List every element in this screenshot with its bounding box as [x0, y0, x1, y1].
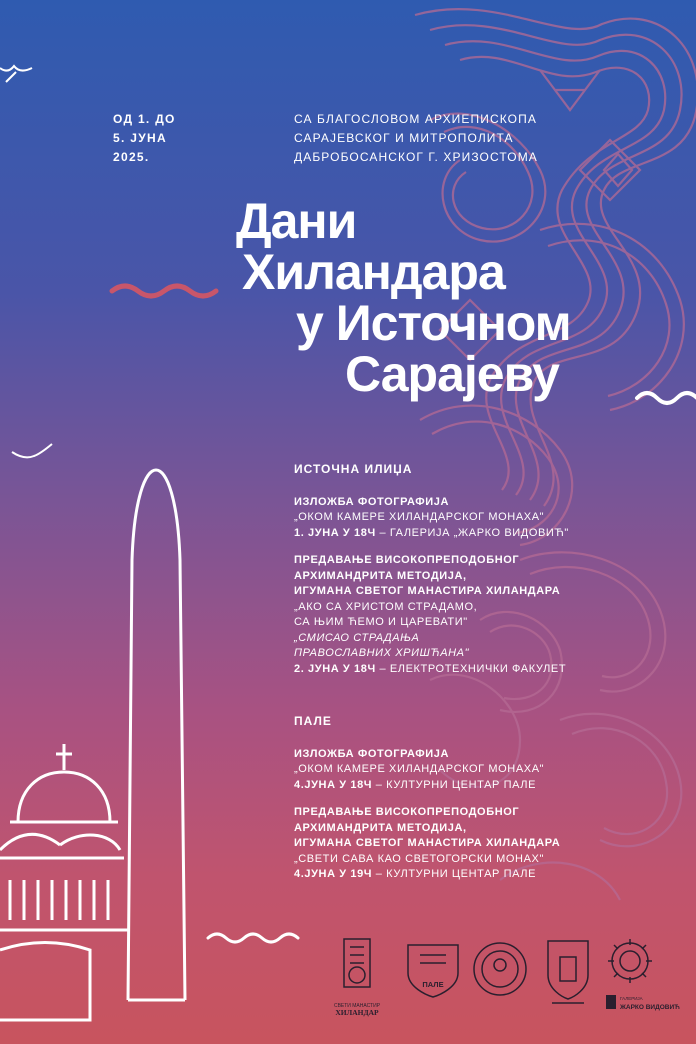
title-line: Хиландара: [242, 244, 505, 300]
logo-hilandar: ХИЛАНДАР: [335, 1008, 379, 1017]
event-subtitle: СА ЊИМ ЋЕМО И ЦАРЕВАТИ": [294, 616, 468, 628]
logo-hilandar-small: СВЕТИ МАНАСТИР: [333, 1003, 381, 1009]
event-date: 1. ЈУНА У 18Ч: [294, 526, 376, 539]
page-title: [236, 193, 571, 402]
wave-icon: [112, 286, 216, 296]
section-pale: [294, 714, 684, 883]
event-date: 4.ЈУНА У 19Ч: [294, 868, 373, 880]
event-subtitle: „ОКОМ КАМЕРЕ ХИЛАНДАРСКОГ МОНАХА": [294, 511, 545, 523]
event-time: [294, 778, 684, 794]
event-subtitle: „АКО СА ХРИСТОМ СТРАДАМО,: [294, 600, 478, 613]
event-title: АРХИМАНДРИТА МЕТОДИЈА,: [294, 821, 467, 834]
logo-zarko-small: ГАЛЕРИЈА: [620, 996, 643, 1001]
event-title: ИЗЛОЖБА ФОТОГРАФИЈА: [294, 747, 450, 760]
church-dome-icon: [0, 744, 130, 1020]
event-title: ИЗЛОЖБА ФОТОГРАФИЈА: [294, 495, 450, 508]
logo-zarko: ЖАРКО ВИДОВИЋ: [620, 1004, 680, 1011]
section-istocna-ilidza: [294, 462, 684, 677]
event-subtitle: „ОКОМ КАМЕРЕ ХИЛАНДАРСКОГ МОНАХА": [294, 763, 545, 775]
event-subtitle: ПРАВОСЛАВНИХ ХРИШЋАНА": [294, 647, 470, 659]
date-line: ОД 1. ДО: [113, 112, 176, 126]
date-line: 2025.: [113, 150, 150, 164]
event-title: ПРЕДАВАЊЕ ВИСОКОПРЕПОДОБНОГ: [294, 554, 520, 566]
event-venue: – ГАЛЕРИЈА „ЖАРКО ВИДОВИЋ": [375, 526, 569, 539]
event-venue: – ЕЛЕКТРОТЕХНИЧКИ ФАКУЛЕТ: [375, 662, 567, 675]
event-date: 4.ЈУНА У 18Ч: [294, 778, 373, 791]
event-title: ИГУМАНА СВЕТОГ МАНАСТИРА ХИЛАНДАРА: [294, 585, 561, 597]
event-lecture: [294, 805, 684, 883]
event-venue: – КУЛТУРНИ ЦЕНТАР ПАЛЕ: [372, 868, 537, 880]
event-time: [294, 526, 684, 542]
section-heading: ИСТОЧНА ИЛИЏА: [294, 462, 413, 476]
obelisk-icon: [128, 470, 185, 1000]
event-subtitle: „СВЕТИ САВА КАО СВЕТОГОРСКИ МОНАХ": [294, 852, 544, 865]
blessing-text: [294, 110, 538, 167]
title-line: у Источном: [296, 295, 571, 351]
sponsor-logos: [330, 937, 690, 1022]
title-line: Дани: [236, 193, 357, 249]
event-time: [294, 662, 684, 678]
event-lecture: [294, 553, 684, 677]
event-title: ПРЕДАВАЊЕ ВИСОКОПРЕПОДОБНОГ: [294, 806, 520, 818]
bird-icon: [0, 66, 32, 71]
logo-pale: ПАЛЕ: [422, 980, 444, 989]
event-time: [294, 867, 684, 883]
blessing-line: СА БЛАГОСЛОВОМ АРХИЕПИСКОПА: [294, 112, 537, 126]
title-line: Сарајеву: [345, 346, 559, 402]
crest-icon: [344, 939, 370, 987]
section-heading: ПАЛЕ: [294, 714, 332, 728]
event-exhibition: [294, 747, 684, 794]
event-date: 2. ЈУНА У 18Ч: [294, 662, 376, 675]
event-venue: – КУЛТУРНИ ЦЕНТАР ПАЛЕ: [372, 778, 537, 791]
event-exhibition: [294, 495, 684, 542]
blessing-line: ДАБРОБОСАНСКОГ Г. ХРИЗОСТОМА: [294, 150, 538, 164]
event-title: АРХИМАНДРИТА МЕТОДИЈА,: [294, 569, 467, 582]
blessing-line: САРАЈЕВСКОГ И МИТРОПОЛИТА: [294, 131, 514, 145]
event-title: ИГУМАНА СВЕТОГ МАНАСТИРА ХИЛАНДАРА: [294, 837, 561, 849]
date-line: 5. ЈУНА: [113, 131, 167, 145]
event-subtitle: „СМИСАО СТРАДАЊА: [294, 631, 420, 644]
date-range: [113, 110, 176, 167]
